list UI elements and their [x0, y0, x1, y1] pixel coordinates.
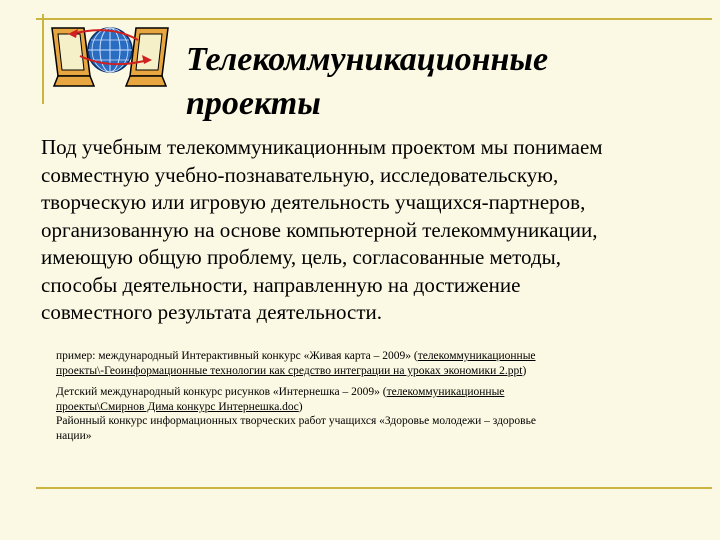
slide-title — [186, 38, 666, 126]
paragraph-line: Под учебным телекоммуникационным проектом мы понимаем — [41, 135, 603, 159]
example-2-text: Детский международный конкурс рисунков «Интернешка – 2009» ( — [56, 386, 387, 398]
paragraph-line: организованную на основе компьютерной телекоммуникации, — [41, 217, 598, 242]
example-1-link-part-b[interactable]: проекты\-Геоинформационные технологии как средство интеграции на уроках экономики 2.ppt — [56, 365, 523, 377]
example-3 — [56, 414, 676, 444]
example-2-suffix: ) — [298, 401, 303, 413]
example-2 — [56, 385, 676, 415]
example-1-link-part-a[interactable]: телекоммуникационные — [417, 350, 536, 362]
bottom-rule — [36, 487, 712, 489]
paragraph-line: имеющую общую проблему, цель, согласованные методы, — [41, 245, 561, 269]
title-line-2: проекты — [186, 85, 321, 122]
example-3-line-2: нации» — [56, 430, 92, 442]
example-2-link-part-a[interactable]: телекоммуникационные — [386, 386, 505, 398]
paragraph-line: совместную учебно-познавательную, исследовательскую, — [41, 162, 559, 187]
paragraph-line: творческую или игровую деятельность учащихся-партнеров, — [41, 190, 586, 214]
example-2-link-part-b[interactable]: проекты\Смирнов Дима конкурс Интернешка.doc — [56, 401, 299, 413]
example-3-line-1: Районный конкурс информационных творческих работ учащихся «Здоровье молодежи – здоровье — [56, 415, 536, 427]
main-paragraph — [38, 134, 703, 327]
example-1-suffix: ) — [522, 365, 527, 377]
left-rule — [42, 14, 44, 104]
computers-globe-clipart — [50, 20, 170, 90]
example-1-text: пример: международный Интерактивный конкурс «Живая карта – 2009» ( — [56, 350, 418, 362]
example-1 — [56, 349, 676, 379]
paragraph-line: совместного результата деятельности. — [41, 300, 383, 324]
paragraph-line: способы деятельности, направленную на достижение — [41, 272, 521, 297]
title-line-1: Телекоммуникационные — [186, 41, 549, 78]
